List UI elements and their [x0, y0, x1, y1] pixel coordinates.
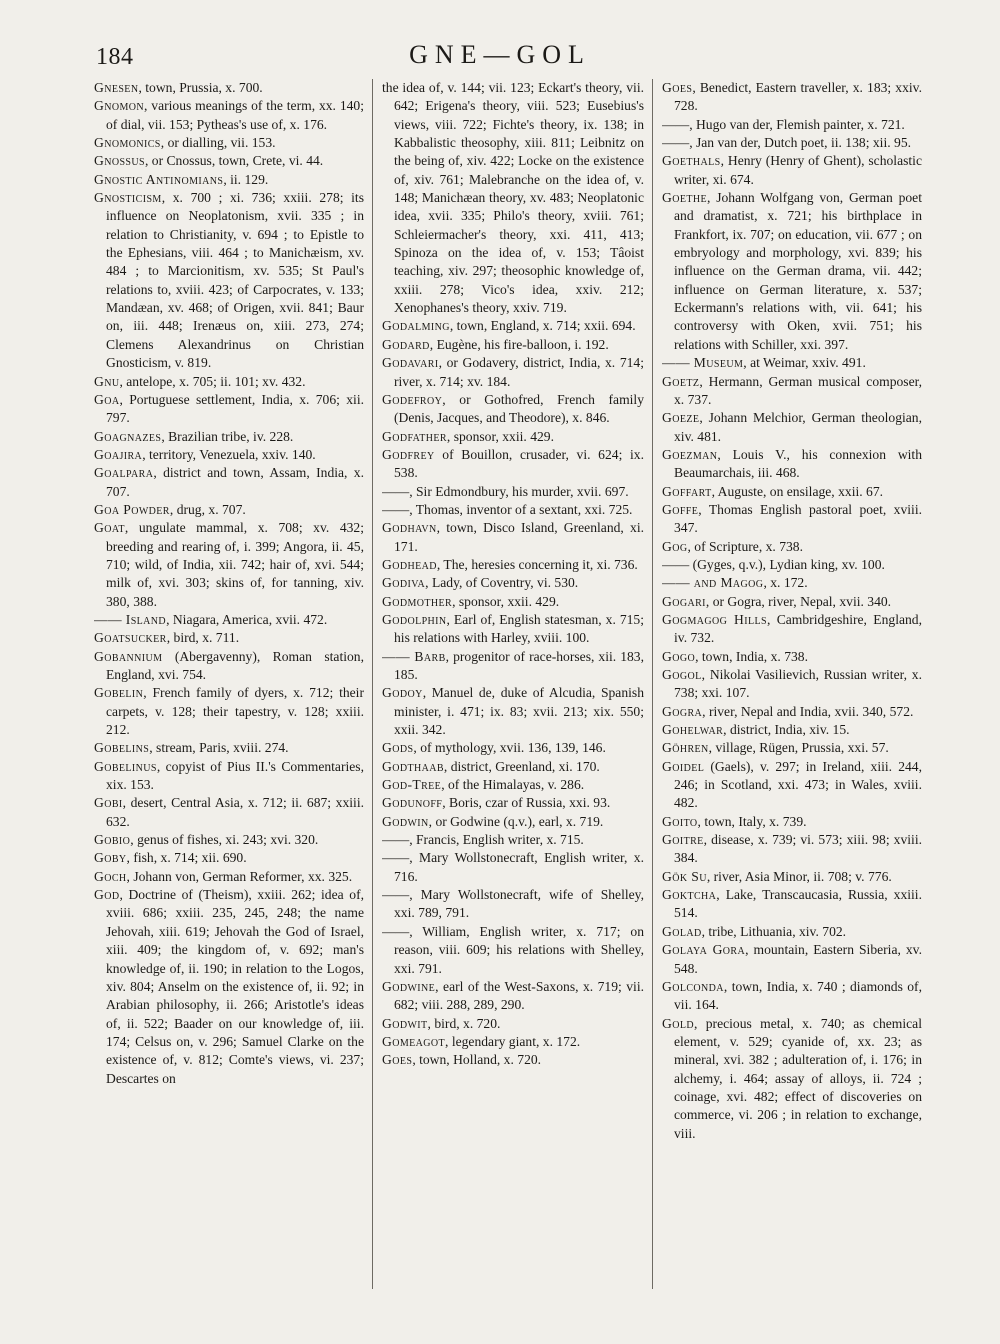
index-entry	[94, 794, 364, 831]
entry-text: , Thomas English pastoral poet, xviii. 347.	[674, 501, 922, 536]
entry-headword: Godoy	[382, 685, 423, 701]
index-entry	[662, 483, 922, 501]
index-entry	[662, 373, 922, 410]
entry-text: , Johann von, German Reformer, xx. 325.	[126, 868, 353, 884]
entry-headword: Goagnazes	[94, 428, 162, 444]
entry-text: —— (Gyges, q.v.), Lydian king, xv. 100.	[662, 556, 885, 572]
entry-text: , district and town, Assam, India, x. 707.	[106, 465, 364, 499]
entry-text: , fish, x. 714; xii. 690.	[126, 850, 247, 866]
entry-headword: Goalpara	[94, 465, 154, 481]
entry-text: , French family of dyers, x. 712; their carpets, v. 128; their tapestry, v. 128; xxiii. 212.	[106, 685, 364, 738]
entry-text: , Eugène, his fire-balloon, i. 192.	[429, 336, 609, 352]
entry-text: , Lake, Transcaucasia, Russia, xxiii. 514.	[674, 887, 922, 921]
entry-headword: Goito	[662, 813, 698, 829]
entry-text: , river, Nepal and India, xvii. 340, 572.	[702, 703, 914, 719]
entry-text: , town, England, x. 714; xxii. 694.	[449, 318, 636, 334]
entry-headword: Godard	[382, 336, 430, 352]
entry-headword: Gobelins	[94, 740, 150, 756]
entry-headword: Godalming	[382, 318, 450, 334]
entry-text: , town, Italy, x. 739.	[697, 813, 807, 829]
entry-text: , precious metal, x. 740; as chemical element, v. 529; cyanide of, xx. 23; as mineral, xvi. 382 ; adulteration of, i. 176; in alchemy, i. 464; assay of alloys, ii. 724 ; coinage, xvi. 482; effect of discoveries on commerce, vi. 206 ; in relation to exchange, viii.	[674, 1015, 922, 1141]
index-entry	[662, 593, 922, 611]
entry-headword: —— and Magog	[662, 575, 764, 591]
index-entry	[662, 409, 922, 446]
entry-headword: —— Island	[94, 611, 167, 627]
entry-text: , drug, x. 707.	[169, 501, 246, 517]
entry-text: , river, Asia Minor, ii. 708; v. 776.	[706, 868, 892, 884]
entry-headword: Gogra	[662, 703, 703, 719]
entry-text: ——, Francis, English writer, x. 715.	[382, 832, 584, 848]
entry-text: , Henry (Henry of Ghent), scholastic writer, xi. 674.	[674, 153, 922, 187]
entry-headword: Gnossus	[94, 153, 145, 169]
entry-headword: Gnostic Antinomians	[94, 171, 224, 187]
entry-text: , ungulate mammal, x. 708; xv. 432; breeding and rearing of, i. 399; Angora, ii. 45, 710; wild, of India, xii. 742; hair of, xvi. 544; milk of, xvi. 303; skins of, for tanning, xiv. 380, 388.	[106, 520, 364, 609]
entry-headword: Godfrey	[382, 446, 435, 462]
entry-headword: Gnosticism	[94, 190, 162, 206]
index-entry	[94, 868, 364, 886]
entry-headword: Godolphin	[382, 611, 447, 627]
index-entry	[662, 831, 922, 868]
entry-text: , territory, Venezuela, xxiv. 140.	[142, 446, 316, 462]
entry-headword: Godwin	[382, 813, 429, 829]
index-entry	[382, 593, 644, 611]
entry-text: (Abergavenny), Roman station, England, xvi. 754.	[106, 648, 364, 682]
index-entry	[662, 538, 922, 556]
index-entry	[662, 739, 922, 757]
entry-text: the idea of, v. 144; vii. 123; Eckart's theory, vii. 642; Erigena's theory, viii. 523; Eusebius's views, viii. 722; Fichte's theory, ix. 138; in Kabbalistic theosophy, xiii. 811; Leibnitz on the being of, xiv. 422; Locke on the existence of, xiv. 761; Malebranche on the idea of, v. 148; Manichæan theory, xv. 483; Neoplatonic idea, xvii. 335; Philo's theory, xviii. 761; Schleiermacher's theory, xxi. 411, 413; Spinoza on the idea of, v. 153; Tâoist teaching, xiv. 297; theosophic knowledge of, xxiii. 278; Vico's idea, xxiv. 212; Xenophanes's theory, xxiv. 719.	[382, 80, 644, 316]
entry-headword: Gnesen	[94, 80, 139, 95]
index-entry	[382, 574, 644, 592]
entry-text: , village, Rügen, Prussia, xxi. 57.	[708, 740, 889, 756]
index-entry	[94, 464, 364, 501]
index-entry	[382, 648, 644, 685]
entry-text: , bird, x. 711.	[166, 630, 240, 646]
entry-text: , of the Himalayas, v. 286.	[441, 777, 585, 793]
index-column-1	[94, 79, 364, 1289]
entry-headword: Godhead	[382, 556, 437, 572]
entry-text: , Niagara, America, xvii. 472.	[166, 611, 328, 627]
entry-headword: Goffart	[662, 483, 712, 499]
entry-text: , legendary giant, x. 172.	[445, 1033, 581, 1049]
entry-text: ——, Thomas, inventor of a sextant, xxi. 725.	[382, 501, 633, 517]
index-entry	[662, 354, 922, 372]
index-entry	[382, 1033, 644, 1051]
entry-headword: Gods	[382, 740, 414, 756]
index-entry	[382, 483, 644, 501]
index-entry	[662, 611, 922, 648]
index-entry	[94, 849, 364, 867]
entry-headword: Golad	[662, 923, 702, 939]
index-entry	[382, 446, 644, 483]
index-entry	[382, 923, 644, 978]
entry-headword: Goezman	[662, 446, 718, 462]
entry-headword: Goch	[94, 868, 127, 884]
entry-text: , Brazilian tribe, iv. 228.	[161, 428, 294, 444]
entry-headword: Godmother	[382, 593, 453, 609]
entry-text: , town, Disco Island, Greenland, xi. 171.	[394, 520, 644, 554]
index-entry	[662, 1015, 922, 1143]
index-column-3	[662, 79, 922, 1289]
index-entry	[662, 666, 922, 703]
index-entry	[662, 886, 922, 923]
entry-headword: Goethe	[662, 190, 707, 206]
index-entry	[382, 776, 644, 794]
entry-text: , or dialling, vii. 153.	[160, 135, 276, 151]
entry-text: , of mythology, xvii. 136, 139, 146.	[413, 740, 606, 756]
index-entry	[94, 189, 364, 372]
entry-text: , mountain, Eastern Siberia, xv. 548.	[674, 942, 922, 976]
entry-text: ——, Sir Edmondbury, his murder, xvii. 697.	[382, 483, 629, 499]
entry-text: , genus of fishes, xi. 243; xvi. 320.	[130, 832, 319, 848]
entry-headword: Gogari	[662, 593, 706, 609]
index-entry	[662, 978, 922, 1015]
entry-text: ——, William, English writer, x. 717; on reason, viii. 609; his relations with Shelley, xxi. 791.	[382, 923, 644, 976]
entry-text: of Bouillon, crusader, vi. 624; ix. 538.	[394, 446, 644, 481]
index-entry	[94, 739, 364, 757]
index-entry	[382, 1015, 644, 1033]
entry-text: , disease, x. 739; vi. 573; xiii. 98; xviii. 384.	[674, 832, 922, 866]
entry-text: , bird, x. 720.	[427, 1015, 501, 1031]
index-entry	[662, 721, 922, 739]
entry-headword: Gogmagog Hills	[662, 611, 767, 627]
index-entry	[382, 794, 644, 812]
entry-text: , earl of the West-Saxons, x. 719; vii. 682; viii. 288, 289, 290.	[394, 978, 644, 1013]
index-entry	[662, 868, 922, 886]
entry-text: , Johann Wolfgang von, German poet and dramatist, x. 721; his birthplace in Frankfort, ix. 707; on education, vii. 677 ; on embryology and morphology, xvi. 839; his influence on the German drama, vii. 442; influence on German literature, x. 537; Eckermann's relations with, vii. 641; his controversy with Oken, xvii. 751; his relations with Schiller, xxi. 397.	[674, 190, 922, 352]
index-entry	[94, 758, 364, 795]
entry-text: , x. 172.	[763, 575, 808, 591]
index-entry	[662, 79, 922, 116]
entry-text: ——, Jan van der, Dutch poet, ii. 138; xii. 95.	[662, 135, 912, 151]
entry-text: , town, Holland, x. 720.	[412, 1052, 542, 1068]
entry-text: , town, Prussia, x. 700.	[138, 80, 263, 95]
entry-headword: Godavari	[382, 355, 439, 371]
index-entry	[94, 629, 364, 647]
entry-headword: Gobelinus	[94, 758, 157, 774]
entry-text: , Cambridgeshire, England, iv. 732.	[674, 611, 922, 646]
entry-text: ——, Mary Wollstonecraft, English writer, x. 716.	[382, 850, 644, 884]
entry-headword: Gold	[662, 1015, 694, 1031]
index-entry	[382, 831, 644, 849]
index-entry	[662, 923, 922, 941]
entry-text: , or Godavery, district, India, x. 714; river, x. 714; xv. 184.	[394, 355, 644, 389]
entry-text: ——, Hugo van der, Flemish painter, x. 721.	[662, 116, 905, 132]
entry-headword: Gobi	[94, 795, 123, 811]
entry-headword: Gogo	[662, 648, 696, 664]
entry-text: , town, India, x. 738.	[695, 648, 808, 664]
index-entry	[94, 134, 364, 152]
entry-headword: Goajira	[94, 446, 143, 462]
entry-text: , The, heresies concerning it, xi. 736.	[436, 556, 638, 572]
index-columns	[94, 79, 922, 1289]
entry-text: , town, India, x. 740 ; diamonds of, vii. 164.	[674, 978, 922, 1013]
index-entry	[382, 978, 644, 1015]
entry-text: , Boris, czar of Russia, xxi. 93.	[442, 795, 611, 811]
index-entry	[662, 446, 922, 483]
entry-headword: —— Museum	[662, 355, 744, 371]
entry-text: (Gaels), v. 297; in Ireland, xiii. 244, 246; in Scotland, xxi. 473; in Wales, xviii. 482.	[674, 758, 922, 811]
entry-text: , copyist of Pius II.'s Commentaries, xix. 153.	[106, 758, 364, 793]
index-entry	[382, 391, 644, 428]
index-entry	[382, 336, 644, 354]
index-entry	[94, 648, 364, 685]
index-entry	[382, 556, 644, 574]
entry-headword: Goes	[382, 1052, 413, 1068]
index-entry	[94, 886, 364, 1088]
entry-headword: Gogol	[662, 667, 702, 682]
entry-text: , progenitor of race-horses, xii. 183, 185.	[394, 648, 644, 682]
entry-headword: Goethals	[662, 153, 721, 169]
entry-headword: Göhren	[662, 740, 709, 756]
index-entry	[382, 519, 644, 556]
index-entry	[382, 739, 644, 757]
index-entry	[662, 134, 922, 152]
entry-headword: Gomeagot	[382, 1033, 446, 1049]
entry-headword: Goidel	[662, 758, 705, 774]
index-entry	[382, 1051, 644, 1069]
entry-headword: Goffe	[662, 501, 699, 517]
entry-text: , various meanings of the term, xx. 140; of dial, vii. 153; Pytheas's use of, x. 176.	[106, 98, 364, 132]
index-entry	[382, 886, 644, 923]
entry-text: , or Gogra, river, Nepal, xvii. 340.	[705, 593, 892, 609]
entry-text: , sponsor, xxii. 429.	[452, 593, 560, 609]
index-entry	[94, 391, 364, 428]
entry-headword: Gog	[662, 538, 688, 554]
index-entry	[382, 79, 644, 317]
entry-headword: —— Barb	[382, 648, 446, 664]
index-entry	[382, 428, 644, 446]
entry-text: , Portuguese settlement, India, x. 706; xii. 797.	[106, 391, 364, 426]
entry-text: , Earl of, English statesman, x. 715; his relations with Harley, xviii. 100.	[394, 611, 644, 646]
index-entry	[662, 152, 922, 189]
entry-text: , of Scripture, x. 738.	[687, 538, 803, 554]
entry-text: , Auguste, on ensilage, xxii. 67.	[711, 483, 884, 499]
entry-headword: Goa	[94, 391, 120, 407]
entry-headword: Godwit	[382, 1015, 428, 1031]
entry-headword: Goes	[662, 80, 693, 95]
entry-text: , district, Greenland, xi. 170.	[443, 758, 600, 774]
column-divider	[652, 79, 653, 1289]
entry-text: , x. 700 ; xi. 736; xxiii. 278; its influence on Neoplatonism, xvii. 335 ; in relation to Christianity, v. 694 ; to Epistle to the Ephesians, viii. 464 ; to Manichæism, xv. 484 ; to Marcionitism, xv. 535; St Paul's relations to, xviii. 423; of Carpocrates, v. 133; Mandæan, xv. 468; of Origen, xvii. 841; Baur on, iii. 448; Irenæus on, xiii. 273, 274; Clemens Alexandrinus on Christian Gnosticism, v. 819.	[106, 190, 364, 371]
entry-text: , tribe, Lithuania, xiv. 702.	[701, 923, 847, 939]
entry-text: , desert, Central Asia, x. 712; ii. 687; xxiii. 632.	[106, 795, 364, 829]
entry-text: , Hermann, German musical composer, x. 737.	[674, 373, 922, 407]
entry-headword: Goat	[94, 520, 125, 536]
index-entry	[382, 758, 644, 776]
entry-headword: Gohelwar	[662, 722, 724, 738]
index-entry	[662, 813, 922, 831]
entry-headword: Gobannium	[94, 648, 163, 664]
index-entry	[662, 574, 922, 592]
index-entry	[662, 116, 922, 134]
entry-headword: Goa Powder	[94, 501, 170, 517]
index-entry	[382, 813, 644, 831]
index-entry	[662, 556, 922, 574]
entry-text: , district, India, xiv. 15.	[723, 722, 850, 738]
entry-headword: Godthaab	[382, 758, 444, 774]
entry-headword: Godfather	[382, 428, 447, 444]
entry-headword: Gnomon	[94, 98, 144, 114]
entry-text: ——, Mary Wollstonecraft, wife of Shelley, xxi. 789, 791.	[382, 887, 644, 921]
index-entry	[382, 354, 644, 391]
entry-headword: Godiva	[382, 575, 426, 591]
index-entry	[94, 152, 364, 170]
index-entry	[94, 97, 364, 134]
entry-text: , or Gothofred, French family (Denis, Jacques, and Theodore), x. 846.	[394, 391, 644, 426]
index-entry	[94, 171, 364, 189]
entry-headword: Gobio	[94, 832, 131, 848]
entry-headword: Godhavn	[382, 520, 437, 536]
entry-headword: Goetz	[662, 373, 700, 389]
index-entry	[662, 703, 922, 721]
entry-headword: Goktcha	[662, 887, 717, 903]
entry-headword: Goby	[94, 850, 127, 866]
entry-text: , stream, Paris, xviii. 274.	[149, 740, 289, 756]
index-entry	[662, 941, 922, 978]
index-entry	[94, 79, 364, 97]
index-entry	[94, 373, 364, 391]
entry-headword: Goeze	[662, 410, 700, 426]
entry-text: , Louis V., his connexion with Beaumarchais, iii. 468.	[674, 446, 922, 481]
entry-headword: Godunoff	[382, 795, 443, 811]
entry-text: , antelope, x. 705; ii. 101; xv. 432.	[119, 373, 306, 389]
index-entry	[94, 611, 364, 629]
index-entry	[382, 317, 644, 335]
entry-headword: Godwine	[382, 978, 436, 994]
index-entry	[94, 501, 364, 519]
index-entry	[662, 648, 922, 666]
index-entry	[662, 189, 922, 354]
entry-headword: Gnomonics	[94, 135, 161, 151]
index-entry	[382, 849, 644, 886]
entry-headword: Golconda	[662, 978, 724, 994]
entry-text: , sponsor, xxii. 429.	[446, 428, 554, 444]
index-entry	[382, 501, 644, 519]
index-entry	[94, 831, 364, 849]
running-head: GNE—GOL	[409, 40, 591, 69]
entry-text: , Doctrine of (Theism), xxiii. 262; idea of, xviii. 686; xxiii. 235, 245, 248; the name Jehovah, xiii. 619; Jehovah the God of Israel, xiii. 409; the kingdom of, v. 692; man's knowledge of, ii. 190; in relation to the Logos, xiv. 804; Anselm on the existence of, ii. 92; in Arabian philosophy, ii. 266; Aristotle's ideas of, ii. 522; Baader on our knowledge of, iii. 174; Celsus on, v. 296; Samuel Clarke on the existence of, v. 812; Comte's views, vi. 237; Descartes on	[106, 887, 364, 1086]
index-entry	[94, 684, 364, 739]
index-entry	[94, 446, 364, 464]
entry-headword: Gobelin	[94, 685, 144, 701]
entry-text: , Benedict, Eastern traveller, x. 183; xxiv. 728.	[674, 80, 922, 114]
index-entry	[382, 611, 644, 648]
index-entry	[94, 428, 364, 446]
index-entry	[94, 519, 364, 611]
index-entry	[662, 758, 922, 813]
entry-headword: Golaya Gora	[662, 942, 746, 958]
entry-text: , Nikolai Vasilievich, Russian writer, x. 738; xxi. 107.	[674, 667, 922, 701]
index-column-2	[382, 79, 644, 1289]
entry-headword: Godefroy	[382, 391, 443, 407]
column-divider	[372, 79, 373, 1289]
page-number: 184	[96, 44, 134, 70]
entry-text: , Manuel de, duke of Alcudia, Spanish minister, i. 471; ix. 83; xvii. 213; xix. 550; xxii. 342.	[394, 685, 644, 738]
entry-text: , ii. 129.	[223, 171, 269, 187]
entry-headword: Goitre	[662, 832, 704, 848]
entry-text: , or Cnossus, town, Crete, vi. 44.	[144, 153, 324, 169]
entry-text: , Lady, of Coventry, vi. 530.	[425, 575, 579, 591]
entry-text: , at Weimar, xxiv. 491.	[743, 355, 866, 371]
entry-text: , or Godwine (q.v.), earl, x. 719.	[428, 813, 604, 829]
entry-headword: God	[94, 887, 120, 903]
entry-headword: God-Tree	[382, 777, 442, 793]
entry-headword: Gök Su	[662, 868, 707, 884]
entry-text: , Johann Melchior, German theologian, xiv. 481.	[674, 410, 922, 444]
index-entry	[662, 501, 922, 538]
index-entry	[382, 684, 644, 739]
entry-headword: Gnu	[94, 373, 120, 389]
entry-headword: Goatsucker	[94, 630, 167, 646]
